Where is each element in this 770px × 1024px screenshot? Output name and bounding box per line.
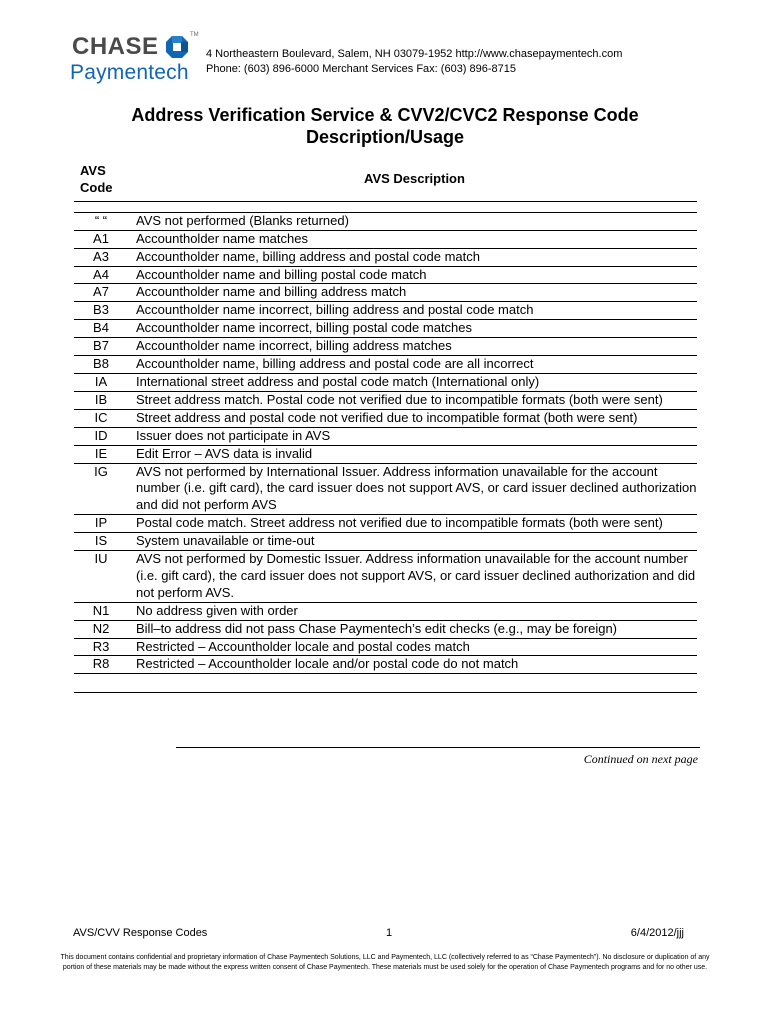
avs-description-cell: Restricted – Accountholder locale and postal codes match xyxy=(132,638,697,656)
avs-code-cell: “ “ xyxy=(74,212,132,230)
table-row xyxy=(74,656,697,674)
avs-description-cell: System unavailable or time-out xyxy=(132,533,697,551)
avs-code-cell: IA xyxy=(74,373,132,391)
table-row xyxy=(74,638,697,656)
avs-description-cell: AVS not performed (Blanks returned) xyxy=(132,212,697,230)
avs-description-cell: Issuer does not participate in AVS xyxy=(132,427,697,445)
avs-description-cell: Edit Error – AVS data is invalid xyxy=(132,445,697,463)
table-row xyxy=(74,302,697,320)
column-header-avs-code-line1: AVS xyxy=(80,163,106,178)
avs-description-cell: Bill–to address did not pass Chase Paymentech’s edit checks (e.g., may be foreign) xyxy=(132,620,697,638)
footer-disclaimer: This document contains confidential and proprietary information of Chase Paymentech Solutions, LLC and Paymentech, LLC (collectively referred to as “Chase Paymentech”). No disclosure or duplication of any portion of these materials may be made without the express written consent of Chase Paymentech. These materials must be used solely for the operation of Chase Paymentech programs and for no other use. xyxy=(60,954,710,971)
continued-divider xyxy=(176,747,700,748)
table-row xyxy=(74,463,697,515)
table-row xyxy=(74,230,697,248)
avs-code-cell: B8 xyxy=(74,356,132,374)
logo-paymentech-text: Paymentech xyxy=(70,61,189,84)
avs-code-cell: R3 xyxy=(74,638,132,656)
avs-code-cell: IE xyxy=(74,445,132,463)
table-row xyxy=(74,551,697,603)
avs-code-cell: A4 xyxy=(74,266,132,284)
avs-description-cell: Accountholder name and billing postal code match xyxy=(132,266,697,284)
avs-code-table xyxy=(74,160,697,693)
table-empty-row xyxy=(74,674,697,693)
avs-code-cell: A1 xyxy=(74,230,132,248)
avs-description-cell: AVS not performed by Domestic Issuer. Address information unavailable for the account number (i.e. gift card), the card issuer does not support AVS, or card issuer declined authorization and did not perform AVS. xyxy=(132,551,697,603)
title-line-1: Address Verification Service & CVV2/CVC2 Response Code xyxy=(131,105,639,125)
table-row xyxy=(74,266,697,284)
avs-code-cell: N2 xyxy=(74,620,132,638)
table-row xyxy=(74,212,697,230)
avs-description-cell: Accountholder name, billing address and postal code are all incorrect xyxy=(132,356,697,374)
avs-description-cell: Accountholder name incorrect, billing address and postal code match xyxy=(132,302,697,320)
column-header-avs-code xyxy=(74,160,132,201)
table-row xyxy=(74,533,697,551)
column-header-avs-code-line2: Code xyxy=(80,179,113,195)
footer-doc-title: AVS/CVV Response Codes xyxy=(73,927,208,939)
continued-note: Continued on next page xyxy=(583,752,698,766)
table-row xyxy=(74,248,697,266)
table-row xyxy=(74,602,697,620)
table-row xyxy=(74,356,697,374)
footer-date: 6/4/2012/jjj xyxy=(630,927,684,939)
chase-octagon-icon xyxy=(166,36,188,58)
table-body xyxy=(74,212,697,693)
table-row xyxy=(74,284,697,302)
chase-paymentech-logo xyxy=(70,32,200,88)
avs-description-cell: Accountholder name incorrect, billing postal code matches xyxy=(132,320,697,338)
avs-code-cell: B7 xyxy=(74,338,132,356)
avs-code-cell: R8 xyxy=(74,656,132,674)
avs-description-cell: AVS not performed by International Issuer. Address information unavailable for the account number (i.e. gift card), the card issuer does not support AVS, or card issuer declined authorization and did not perform AVS xyxy=(132,463,697,515)
title-line-2: Description/Usage xyxy=(305,127,465,147)
avs-code-cell: A3 xyxy=(74,248,132,266)
footer-page-number: 1 xyxy=(386,927,393,939)
avs-description-cell: International street address and postal code match (International only) xyxy=(132,373,697,391)
avs-code-cell: ID xyxy=(74,427,132,445)
trademark-mark: TM xyxy=(190,32,199,38)
avs-code-cell: B3 xyxy=(74,302,132,320)
avs-code-cell: IB xyxy=(74,391,132,409)
header-separator xyxy=(74,201,697,212)
avs-code-cell: IC xyxy=(74,409,132,427)
avs-description-cell: Street address and postal code not verified due to incompatible format (both were sent) xyxy=(132,409,697,427)
avs-code-cell: B4 xyxy=(74,320,132,338)
avs-code-cell: N1 xyxy=(74,602,132,620)
table-row xyxy=(74,620,697,638)
avs-description-cell: Accountholder name matches xyxy=(132,230,697,248)
avs-code-cell: IU xyxy=(74,551,132,603)
avs-description-cell: No address given with order xyxy=(132,602,697,620)
table-row xyxy=(74,445,697,463)
table-row xyxy=(74,391,697,409)
avs-description-cell: Accountholder name incorrect, billing address matches xyxy=(132,338,697,356)
logo-chase-text: CHASE xyxy=(72,33,159,60)
avs-code-cell: IS xyxy=(74,533,132,551)
table-row xyxy=(74,515,697,533)
table-row xyxy=(74,320,697,338)
avs-description-cell: Accountholder name, billing address and postal code match xyxy=(132,248,697,266)
avs-code-cell: IG xyxy=(74,463,132,515)
table-row xyxy=(74,338,697,356)
table-header-row xyxy=(74,160,697,201)
address-line: 4 Northeastern Boulevard, Salem, NH 03079-1952 http://www.chasepaymentech.com xyxy=(206,48,623,60)
avs-code-cell: IP xyxy=(74,515,132,533)
table-row xyxy=(74,373,697,391)
avs-description-cell: Postal code match. Street address not verified due to incompatible formats (both were sent) xyxy=(132,515,697,533)
column-header-avs-description: AVS Description xyxy=(364,171,465,187)
table-row xyxy=(74,409,697,427)
phone-line: Phone: (603) 896-6000 Merchant Services Fax: (603) 896-8715 xyxy=(206,63,517,75)
table-row xyxy=(74,427,697,445)
contact-info xyxy=(206,47,622,77)
avs-code-cell: A7 xyxy=(74,284,132,302)
avs-description-cell: Street address match. Postal code not verified due to incompatible formats (both were sent) xyxy=(132,391,697,409)
avs-description-cell: Restricted – Accountholder locale and/or postal code do not match xyxy=(132,656,697,674)
page-title xyxy=(70,104,700,148)
avs-description-cell: Accountholder name and billing address match xyxy=(132,284,697,302)
